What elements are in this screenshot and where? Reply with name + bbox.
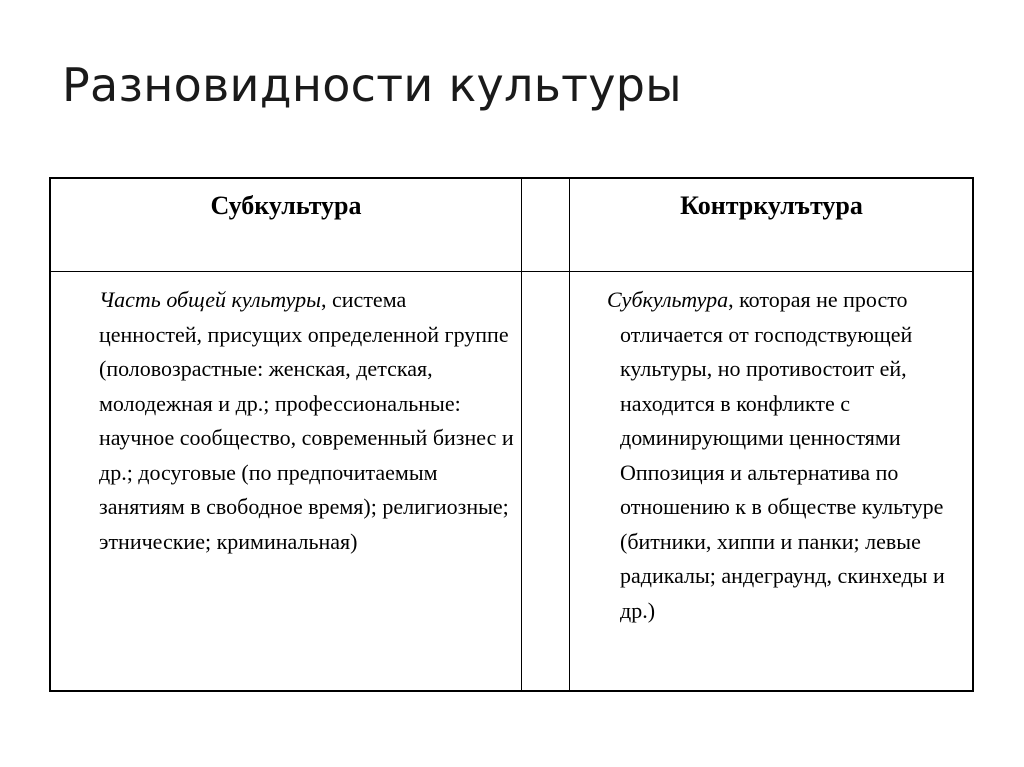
cell-counterculture-definition: , которая не просто отличается от господствующей культуры, но противостоит ей, находится в конфликте с доминирующими ценностями Оппозиция и альтернатива по отношению к в обществе культуре (битники, хиппи и панки; левые радикалы; андеграунд, скинхеды и др.) <box>620 287 945 623</box>
comparison-table <box>49 177 974 692</box>
header-counterculture: Контркулътура <box>680 191 863 220</box>
header-subculture: Субкультура <box>210 191 362 220</box>
slide-title: Разновидности культуры <box>62 58 682 112</box>
header-divider <box>51 271 972 272</box>
cell-subculture-definition: , система ценностей, присущих определенной группе (половозрастные: женская, детская, молодежная и др.; профессиональные: научное сообщество, современный бизнес и др.; досуговые (по предпочитаемым занятиям в свободное время); религиозные; этнические; криминальная) <box>99 287 514 554</box>
column-divider <box>521 179 522 690</box>
cell-subculture <box>99 283 514 559</box>
cell-counterculture-term: Субкультура <box>607 287 729 312</box>
cell-counterculture <box>607 283 971 628</box>
column-divider <box>569 179 570 690</box>
cell-subculture-term: Часть общей культуры <box>99 287 322 312</box>
